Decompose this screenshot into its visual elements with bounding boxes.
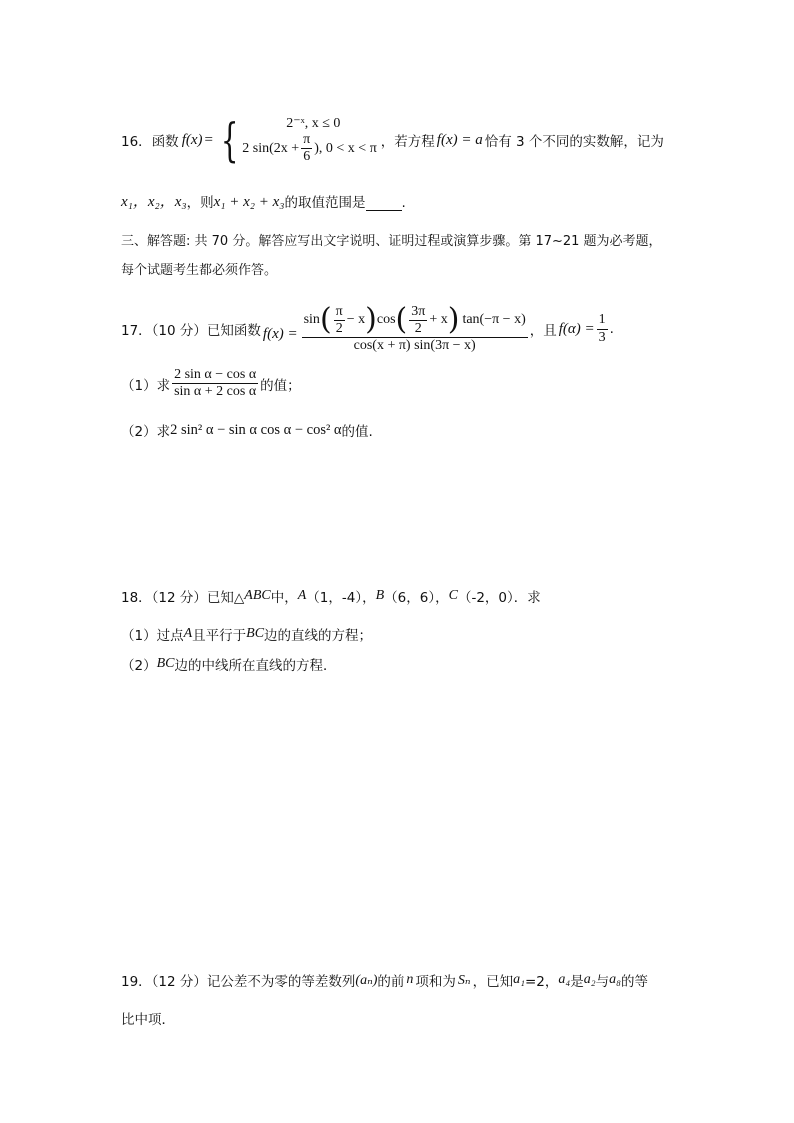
q16-case2	[242, 132, 377, 165]
q16-line1	[121, 112, 664, 168]
q17-part1-den: sin α + 2 cos α	[174, 384, 257, 400]
q19-n: n	[406, 972, 414, 987]
q17-part1-pre: （1）求	[121, 377, 171, 394]
q19-line1	[121, 970, 648, 990]
q19-eq: =2，	[524, 974, 559, 990]
q17-num-tan: tan(−π − x)	[462, 312, 526, 328]
q16-fx: f(x)	[181, 131, 203, 148]
q18-triangle: ABC	[244, 588, 271, 603]
q17-num-plus-x: + x	[429, 312, 448, 328]
q16-tail: 恰有 3 个不同的实数解，记为	[484, 134, 664, 150]
q16-answer-blank	[366, 196, 402, 211]
q16-number: 16．	[121, 134, 152, 150]
q17-num-frac2-den: 2	[414, 320, 422, 336]
q17-cond-den: 3	[598, 329, 606, 345]
q17-cond-frac	[597, 312, 608, 345]
q16-equation: f(x) = a	[436, 131, 483, 148]
q16-sum: x₁ + x₂ + x₃	[213, 194, 285, 210]
q17-part1-num: 2 sin α − cos α	[174, 367, 257, 382]
q19-sn: Sₙ	[457, 972, 471, 988]
q17-paren-close-2: )	[447, 302, 460, 338]
q19-a4: a₄	[558, 972, 571, 987]
q16-line2-end: .	[401, 195, 406, 211]
q17-part1-frac	[172, 367, 258, 400]
q18-point-a-coord: （1，-4），	[306, 590, 376, 606]
q17-num-frac1	[334, 304, 345, 337]
q18-part1-a: A	[183, 626, 193, 641]
q16-lead: 函数	[151, 134, 179, 150]
q17-head: 17．（10 分）已知函数	[121, 323, 261, 339]
q16-case2-frac-num: π	[303, 131, 311, 147]
q17-fx: f(x) =	[262, 325, 298, 342]
q17-cond-pre: ，且	[529, 323, 557, 339]
q18-part2-pre: （2）	[121, 658, 157, 674]
q18-part2	[121, 654, 336, 674]
q16-vars: x₁，x₂，x₃	[121, 194, 187, 210]
q17-num-sin: sin	[303, 312, 320, 328]
q18-part1	[121, 624, 372, 644]
q18-part1-pre: （1）过点	[121, 628, 184, 644]
q18-line1	[121, 586, 541, 606]
q17-numerator	[302, 304, 528, 337]
q19-mid4: 是	[570, 974, 584, 990]
section3-line2: 每个试题考生都必须作答。	[121, 263, 278, 278]
q16-case2-frac-den: 6	[303, 149, 311, 164]
q17-num-cos: cos	[376, 312, 396, 328]
q17-part2-pre: （2）求	[121, 424, 171, 440]
q18-part1-mid: 且平行于	[192, 628, 247, 644]
q19-seq: (aₙ)	[355, 972, 378, 988]
q18-head-mid: 中，	[270, 590, 298, 606]
q17-part1	[121, 367, 301, 400]
q18-part2-bc: BC	[156, 656, 175, 671]
q16-after: ，若方程	[380, 134, 435, 150]
q19-mid3: ，已知	[472, 974, 514, 990]
q17-num-frac1-num: π	[335, 303, 343, 319]
q18-part1-post: 边的直线的方程；	[264, 628, 373, 644]
q16-case2-post: ), 0 < x < π	[314, 140, 377, 156]
q16-line2-tail: 的取值范围是	[284, 195, 366, 211]
q17-cond-num: 1	[598, 312, 606, 328]
q18-point-b-coord: （6，6），	[384, 590, 449, 606]
q19-tail: 的等	[621, 974, 648, 990]
q17-paren-close-1: )	[365, 302, 377, 338]
q19-line2: 比中项．	[121, 1012, 175, 1028]
q16-cases	[242, 115, 377, 165]
q18-point-c: C	[448, 588, 458, 603]
q18-point-a: A	[297, 588, 307, 603]
q17-cond: f(α) =	[558, 320, 595, 337]
q18-part1-bc: BC	[246, 626, 265, 641]
q17-part2-post: 的值.	[341, 424, 373, 440]
q18-head-pre: 18．（12 分）已知△	[121, 590, 245, 606]
q19-mid2: 项和为	[415, 974, 456, 990]
q16-left-brace: {	[220, 113, 239, 167]
q19-head: 19．（12 分）记公差不为零的等差数列	[121, 974, 356, 990]
q17-part1-post: 的值；	[260, 377, 301, 394]
q17-part2	[121, 420, 373, 440]
q19-a2: a₂	[583, 972, 596, 987]
q19-a8: a₈	[609, 972, 621, 987]
q17-num-frac2	[409, 304, 427, 337]
q17-cond-end: .	[609, 321, 614, 337]
q17-paren-open-2: (	[395, 302, 408, 338]
q17-line1	[121, 300, 614, 358]
q16-line2	[121, 190, 406, 211]
q18-point-b: B	[375, 588, 385, 603]
q17-paren-open-1: (	[319, 302, 332, 338]
q17-num-frac1-den: 2	[335, 320, 343, 336]
q17-denominator: cos(x + π) sin(3π − x)	[353, 338, 476, 354]
q18-point-c-coord: （-2，0）．求	[457, 590, 541, 606]
q16-equals: =	[204, 131, 213, 148]
q17-num-frac2-num: 3π	[411, 303, 426, 319]
q16-case1: 2⁻ˣ, x ≤ 0	[286, 115, 341, 131]
q16-case2-pre: 2 sin(2x +	[242, 140, 300, 156]
q16-case2-frac	[301, 132, 312, 165]
q17-main-fraction	[302, 304, 528, 354]
q19-mid1: 的前	[377, 974, 405, 990]
q16-line2-mid: ，则	[186, 195, 214, 211]
q17-part2-expr: 2 sin² α − sin α cos α − cos² α	[170, 421, 342, 438]
q18-part2-post: 边的中线所在直线的方程．	[174, 658, 337, 674]
q19-mid5: 与	[595, 974, 610, 990]
q17-num-minus-x: − x	[346, 312, 366, 328]
q19-a1: a₁	[513, 972, 525, 987]
section3-line1: 三、解答题: 共 70 分。解答应写出文字说明、证明过程或演算步骤。第 17~21 题为必考题，	[121, 234, 662, 249]
